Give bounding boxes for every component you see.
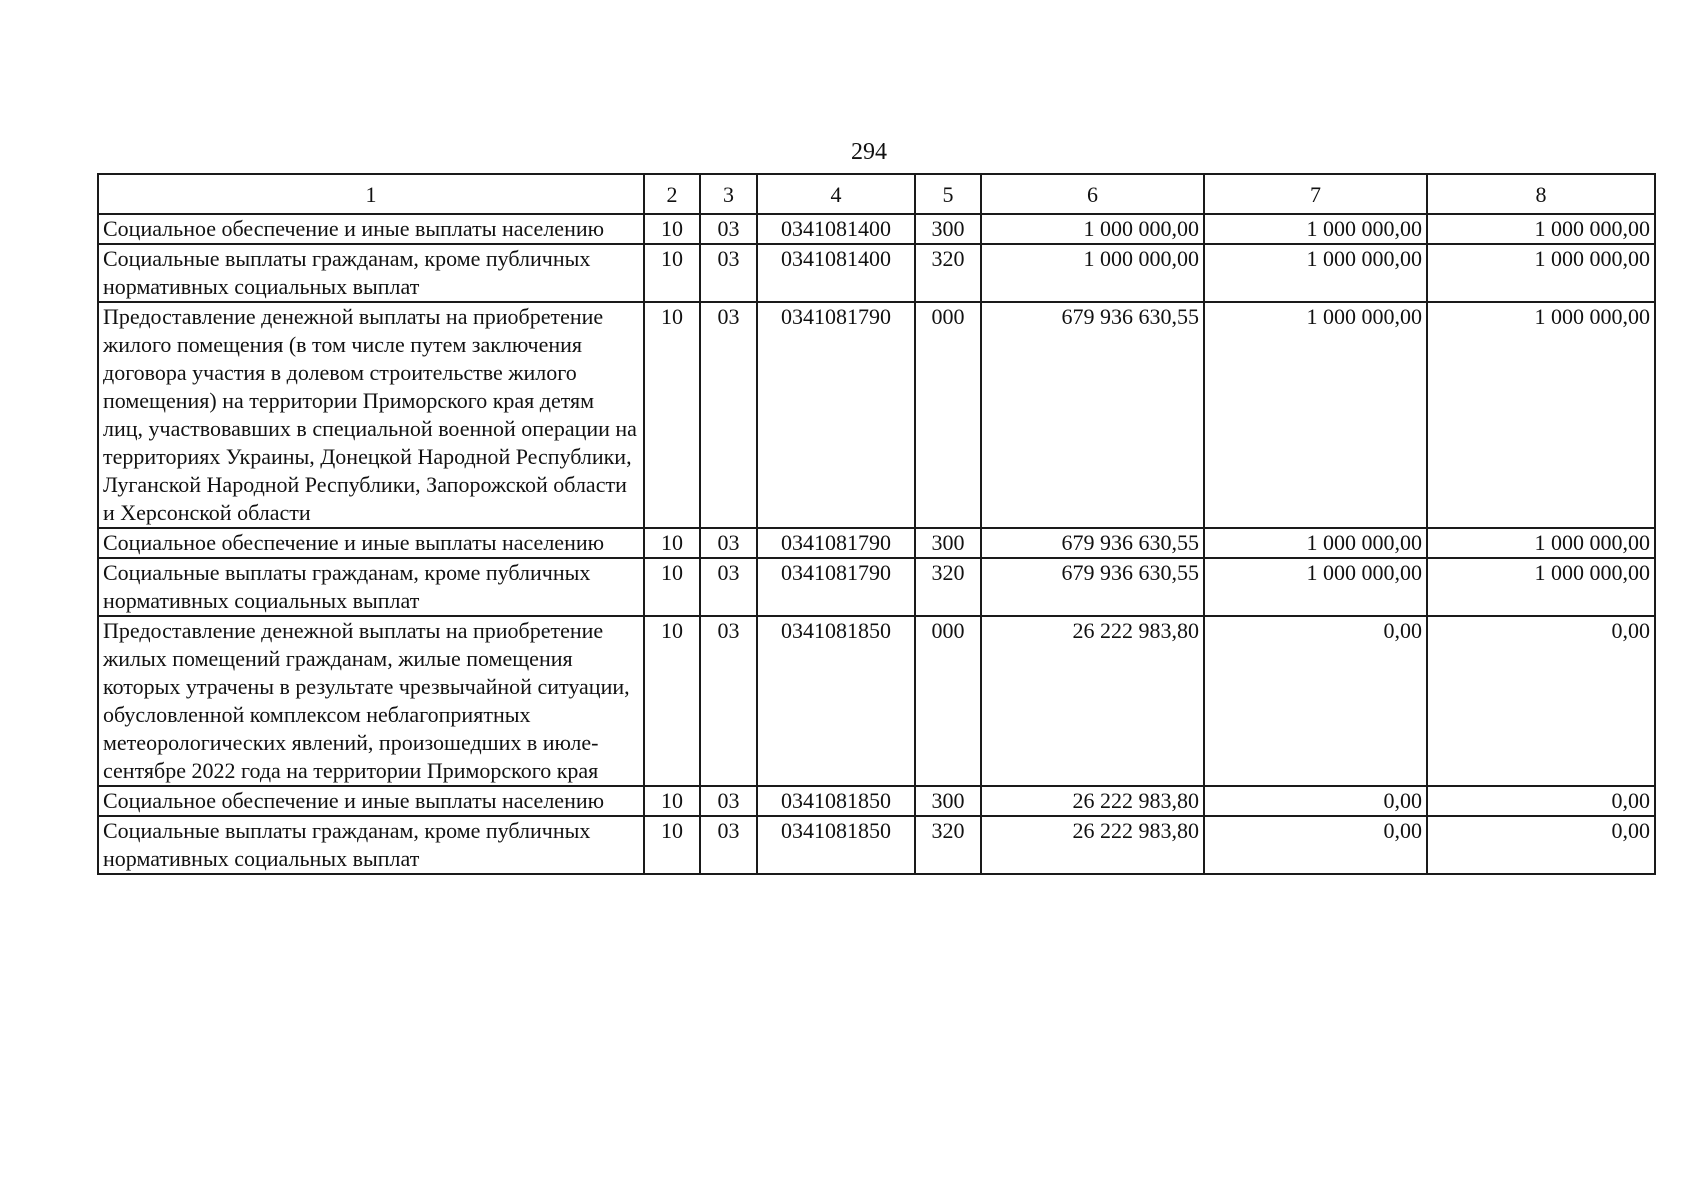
- row-name: Предоставление денежной выплаты на приобретение жилого помещения (в том числе путем заключения договора участия в долевом строительстве жилого помещения) на территории Приморского края детям лиц, участвовавших в специальной военной операции на территориях Украины, Донецкой Народной Республики, Луганской Народной Республики, Запорожской области и Херсонской области: [98, 302, 644, 528]
- row-amount-col7: 0,00: [1204, 786, 1427, 816]
- row-target-code: 0341081790: [757, 302, 915, 528]
- row-target-code: 0341081790: [757, 558, 915, 616]
- row-subsection: 03: [700, 302, 757, 528]
- row-amount-col8: 0,00: [1427, 816, 1655, 874]
- row-section: 10: [644, 528, 700, 558]
- row-name: Социальные выплаты гражданам, кроме публичных нормативных социальных выплат: [98, 816, 644, 874]
- row-target-code: 0341081400: [757, 244, 915, 302]
- row-target-code: 0341081850: [757, 816, 915, 874]
- table-row: [98, 816, 1655, 874]
- row-name: Социальные выплаты гражданам, кроме публичных нормативных социальных выплат: [98, 244, 644, 302]
- row-name: Социальное обеспечение и иные выплаты населению: [98, 528, 644, 558]
- row-subsection: 03: [700, 244, 757, 302]
- row-amount-col6: 679 936 630,55: [981, 528, 1204, 558]
- row-expense-type: 300: [915, 214, 981, 244]
- column-header-6: 6: [981, 174, 1204, 214]
- row-expense-type: 300: [915, 786, 981, 816]
- row-target-code: 0341081790: [757, 528, 915, 558]
- table-header-row: [98, 174, 1655, 214]
- row-amount-col8: 1 000 000,00: [1427, 558, 1655, 616]
- row-section: 10: [644, 786, 700, 816]
- row-amount-col8: 1 000 000,00: [1427, 302, 1655, 528]
- row-subsection: 03: [700, 616, 757, 786]
- row-amount-col8: 0,00: [1427, 616, 1655, 786]
- row-name: Предоставление денежной выплаты на приобретение жилых помещений гражданам, жилые помещения которых утрачены в результате чрезвычайной ситуации, обусловленной комплексом неблагоприятных метеорологических явлений, произошедших в июле-сентябре 2022 года на территории Приморского края: [98, 616, 644, 786]
- row-expense-type: 300: [915, 528, 981, 558]
- row-target-code: 0341081850: [757, 616, 915, 786]
- table-row: [98, 558, 1655, 616]
- column-header-3: 3: [700, 174, 757, 214]
- row-subsection: 03: [700, 528, 757, 558]
- row-amount-col7: 1 000 000,00: [1204, 528, 1427, 558]
- page-number: 294: [851, 139, 887, 165]
- row-target-code: 0341081400: [757, 214, 915, 244]
- row-section: 10: [644, 558, 700, 616]
- row-amount-col8: 1 000 000,00: [1427, 244, 1655, 302]
- row-section: 10: [644, 214, 700, 244]
- table-row: [98, 302, 1655, 528]
- row-amount-col8: 1 000 000,00: [1427, 214, 1655, 244]
- column-header-8: 8: [1427, 174, 1655, 214]
- row-amount-col8: 1 000 000,00: [1427, 528, 1655, 558]
- row-amount-col6: 26 222 983,80: [981, 786, 1204, 816]
- row-subsection: 03: [700, 816, 757, 874]
- row-subsection: 03: [700, 558, 757, 616]
- column-header-5: 5: [915, 174, 981, 214]
- table-row: [98, 244, 1655, 302]
- row-expense-type: 320: [915, 816, 981, 874]
- row-expense-type: 000: [915, 302, 981, 528]
- row-amount-col7: 0,00: [1204, 616, 1427, 786]
- column-header-4: 4: [757, 174, 915, 214]
- row-name: Социальное обеспечение и иные выплаты населению: [98, 214, 644, 244]
- table-row: [98, 616, 1655, 786]
- column-header-7: 7: [1204, 174, 1427, 214]
- row-target-code: 0341081850: [757, 786, 915, 816]
- budget-table: [97, 173, 1656, 875]
- column-header-2: 2: [644, 174, 700, 214]
- row-amount-col6: 679 936 630,55: [981, 302, 1204, 528]
- row-section: 10: [644, 816, 700, 874]
- row-amount-col6: 679 936 630,55: [981, 558, 1204, 616]
- table-row: [98, 786, 1655, 816]
- row-section: 10: [644, 302, 700, 528]
- row-amount-col6: 26 222 983,80: [981, 816, 1204, 874]
- row-amount-col6: 1 000 000,00: [981, 214, 1204, 244]
- row-amount-col7: 1 000 000,00: [1204, 244, 1427, 302]
- row-expense-type: 320: [915, 558, 981, 616]
- table-row: [98, 528, 1655, 558]
- column-header-1: 1: [98, 174, 644, 214]
- row-amount-col6: 1 000 000,00: [981, 244, 1204, 302]
- row-expense-type: 000: [915, 616, 981, 786]
- row-amount-col7: 1 000 000,00: [1204, 302, 1427, 528]
- row-amount-col6: 26 222 983,80: [981, 616, 1204, 786]
- row-name: Социальные выплаты гражданам, кроме публичных нормативных социальных выплат: [98, 558, 644, 616]
- table-row: [98, 214, 1655, 244]
- row-subsection: 03: [700, 214, 757, 244]
- row-section: 10: [644, 244, 700, 302]
- row-amount-col7: 1 000 000,00: [1204, 558, 1427, 616]
- row-amount-col7: 0,00: [1204, 816, 1427, 874]
- row-name: Социальное обеспечение и иные выплаты населению: [98, 786, 644, 816]
- row-section: 10: [644, 616, 700, 786]
- row-amount-col7: 1 000 000,00: [1204, 214, 1427, 244]
- row-expense-type: 320: [915, 244, 981, 302]
- row-amount-col8: 0,00: [1427, 786, 1655, 816]
- row-subsection: 03: [700, 786, 757, 816]
